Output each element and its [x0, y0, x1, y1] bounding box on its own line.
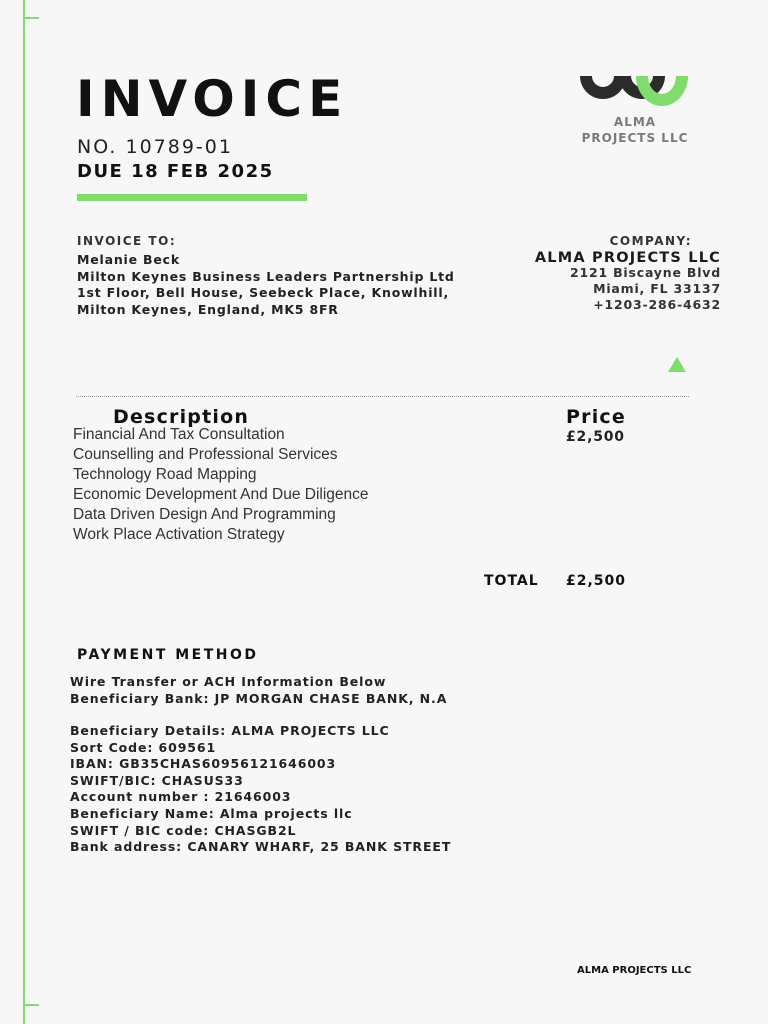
- payment-line: Wire Transfer or ACH Information Below: [70, 674, 387, 689]
- invoice-number: NO. 10789-01: [77, 136, 233, 158]
- margin-tick-bottom: [23, 1004, 39, 1006]
- list-item: Economic Development And Due Diligence: [73, 486, 369, 503]
- list-item: Work Place Activation Strategy: [73, 526, 285, 543]
- list-item: Data Driven Design And Programming: [73, 506, 336, 523]
- bill-to-address-line-2: Milton Keynes, England, MK5 8FR: [77, 301, 339, 317]
- payment-line: SWIFT/BIC: CHASUS33: [70, 772, 244, 788]
- payment-line: Beneficiary Bank: JP MORGAN CHASE BANK, N.A: [70, 690, 448, 706]
- line-items-list: [73, 425, 369, 545]
- table-divider: [76, 396, 689, 397]
- logo-line-1: ALMA: [613, 115, 657, 129]
- company-address: [570, 265, 721, 313]
- triangle-icon: [668, 357, 686, 372]
- logo-wordmark: [560, 114, 710, 146]
- footer-company: ALMA PROJECTS LLC: [577, 965, 692, 976]
- margin-tick-top: [23, 17, 39, 19]
- beneficiary-details: [70, 723, 451, 856]
- alma-logo-icon: [578, 76, 692, 112]
- payment-method-heading: PAYMENT METHOD: [77, 647, 259, 663]
- payment-line: IBAN: GB35CHAS60956121646003: [70, 756, 337, 772]
- bill-to-address-line-1: 1st Floor, Bell House, Seebeck Place, Knowlhill,: [77, 285, 450, 300]
- left-margin-line: [23, 0, 25, 1024]
- invoice-title: INVOICE: [76, 70, 349, 128]
- invoice-due-date: DUE 18 FEB 2025: [77, 161, 274, 182]
- list-item: Financial And Tax Consultation: [73, 426, 285, 443]
- item-price: £2,500: [566, 429, 625, 445]
- company-name: ALMA PROJECTS LLC: [534, 250, 721, 266]
- title-underline-bar: [77, 194, 307, 201]
- bill-to-name: Melanie Beck: [77, 252, 180, 267]
- invoice-to-address: [77, 252, 455, 318]
- description-header: Description: [113, 406, 250, 428]
- total-label: TOTAL: [484, 573, 539, 589]
- payment-intro: [70, 674, 447, 707]
- bill-to-company: Milton Keynes Business Leaders Partnership Ltd: [77, 268, 455, 284]
- price-header: Price: [566, 406, 626, 428]
- payment-line: Sort Code: 609561: [70, 739, 217, 755]
- invoice-to-label: INVOICE TO:: [77, 234, 177, 248]
- payment-line: Beneficiary Name: Alma projects llc: [70, 805, 353, 821]
- payment-line: SWIFT / BIC code: CHASGB2L: [70, 822, 297, 838]
- company-label: COMPANY:: [609, 234, 692, 248]
- payment-line: Account number : 21646003: [70, 789, 292, 805]
- company-street: 2121 Biscayne Blvd: [569, 265, 721, 280]
- payment-line: Beneficiary Details: ALMA PROJECTS LLC: [70, 723, 390, 738]
- list-item: Counselling and Professional Services: [73, 446, 338, 463]
- company-city: Miami, FL 33137: [593, 281, 721, 296]
- company-phone: +1203-286-4632: [593, 297, 721, 312]
- list-item: Technology Road Mapping: [73, 466, 257, 483]
- payment-line: Bank address: CANARY WHARF, 25 BANK STREET: [70, 839, 452, 855]
- total-value: £2,500: [566, 573, 627, 589]
- logo-line-2: PROJECTS LLC: [581, 131, 689, 145]
